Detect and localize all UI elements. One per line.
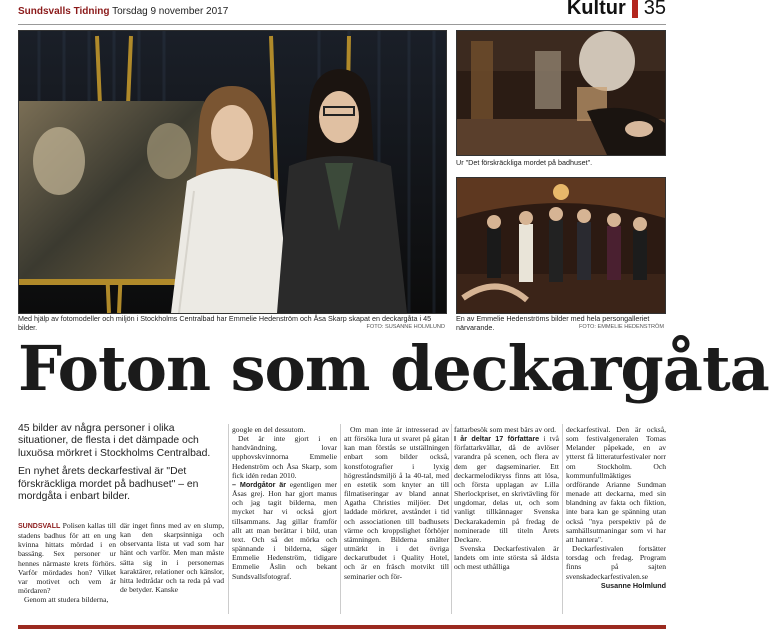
body-column-5 [454,425,559,572]
column-divider [451,424,452,614]
body-col1-text: Polisen kallas till stadens badhus för att en ung kvinna hittats mördad i en bassäng. Sex personer ur hennes närmaste krets förhörs. Varför mördades hon? Vilket var motivet och vem är mördaren? [18,521,116,596]
body-column-2 [120,521,224,594]
body-col4-text: Om man inte är intresserad av att försöka lura ut svaret på gåtan kan man förstås se utställningen enbart som bilder också, konstfotografier i lyxig högreståndsmiljö å la 40-tal, med en estetik som knyter an till filmatiseringar av bland annat Agatha Christies miljöer. Det laddade mörkret, avståndet i tid och associationen till badhusets värme och kroppslighet förhöjer stämningen. Bilderna smälter utmärkt in i det övriga deckarutbudet i Quality Hotel, och är en fräsch motvikt till seminarier och för- [344,425,449,581]
ingress-paragraph-2: En nyhet årets deckarfestival är "Det förskräckliga mordet på badhuset" – en mordgåta i enbart bilder. [18,466,199,503]
main-photo-credit: FOTO: SUSANNE HOLMLUND [366,324,445,330]
main-photo-caption [18,314,445,332]
body-col5-text-a: fattarbesök som mest bärs av ord. [454,425,557,434]
header-rule [18,24,666,25]
newspaper-name: Sundsvalls Tidning [18,6,110,17]
bottom-right-photo-credit: FOTO: EMMELIE HEDENSTRÖM [578,324,664,330]
body-col5-text-c: Svenska Deckarfestivalen är landets om inte största så äldsta och mest uthålliga [454,544,559,572]
body-col6-text-a: deckarfestival. Den är också, som festivalgeneralen Tomas Melander påpekade, en av ytterst få litteraturfestivaler norr om Stockholm. Och kommunfullmäktiges ordförande Arianne Sundman menade att deckarna, med sin blandning av fakta och fiktion, inte bara kan ge spänning utan också "nya perspektiv på de samhällsutmaningar som vi har att hantera". [566,425,666,544]
body-col3-text-c: egentligen mer Åsas grej. Hon har gjort manus och jag tagit bilderna, men mycket har vi också gjort tillsammans. Jag gillar framför allt att man berättar i bild, utan text. Och så det mörka och spännande i bilderna, säger Emmelie Hedenström, tidigare Emmelie Åslin och bekant Sundsvallsfotograf. [232,479,337,581]
main-caption-text: Med hjälp av fotomodeller och miljön i Stockholms Centralbad har Emmelie Hedenström och Åsa Skarp skapat en deckargåta i 45 bilder. [18,314,432,332]
body-column-1 [18,521,116,604]
body-col3-text-b: Det är inte gjort i en handvändning, lovar upphovskvinnorna Emmelie Hedenström och Åsa Skarp, som fick idén redan 2010. [232,434,337,480]
column-divider [340,424,341,614]
bottom-right-photo [456,177,666,314]
page-number: 35 [643,0,666,19]
article-headline: Foton som deckargåta [18,332,769,405]
article-byline: Susanne Holmlund [600,580,666,590]
issue-date: Torsdag 9 november 2017 [112,6,229,17]
section-name: Kultur [566,0,626,19]
footer-rule [18,625,666,629]
top-right-caption: Ur "Det förskräckliga mordet på badhuset". [456,158,593,167]
dateline: SUNDSVALL [18,523,61,530]
top-right-photo [456,30,666,156]
body-col3-lead: – Mordgåtor är [232,479,287,489]
body-col1-text-b: Genom att studera bilderna, [24,595,109,605]
main-photo [18,30,447,314]
body-column-3 [232,425,337,581]
main-photo-image [19,31,446,313]
section-header [567,0,666,20]
group-scene-image [457,178,665,313]
body-col2-text: där inget finns med av en slump, kan den skarpsinniga och observanta lista ut vad som har hänt och varför. Men man måste sätta sig in i personernas karaktärer, relationer och känslor, hitta ledtrådar och ta reda på vad de betyder. Kanske [120,521,224,595]
section-divider [632,0,638,18]
body-col5-lead: I år deltar 17 författare [454,434,540,444]
bottom-right-caption-text: En av Emmelie Hedenströms bilder med hela persongalleriet närvarande. [456,314,650,332]
column-divider [562,424,563,614]
masthead-line [18,6,228,17]
body-col3-text-a: google en del dessutom. [232,425,306,434]
body-col5-text-b: i två författarkvällar, då de avlöser varandra på scenen, och flera av dem ger dagseminarier. Ett deckarmelodikryss finns att lösa, och första upplagan av Lilla Sherlockpriset, en skrivtävling för ungdomar, delas ut, och som vanligt tillkännager Svenska Deckarakademin på fredag de nominerade till titeln Årets Deckare. [454,434,559,544]
bottom-right-caption [456,314,664,332]
body-column-4 [344,425,449,581]
column-divider [228,424,229,614]
article-ingress [18,423,224,509]
body-col6-text-b: Deckarfestivalen fortsätter torsdag och fredag. Program finns på sajten svenskadeckarfestivalen.se [566,544,666,581]
bar-scene-image [457,31,665,155]
body-column-6 [566,425,666,590]
ingress-paragraph-1: 45 bilder av några personer i olika situationer, de flesta i det dämpade och luxuösa mörkret i Stockholms Centralbad. [18,423,211,459]
